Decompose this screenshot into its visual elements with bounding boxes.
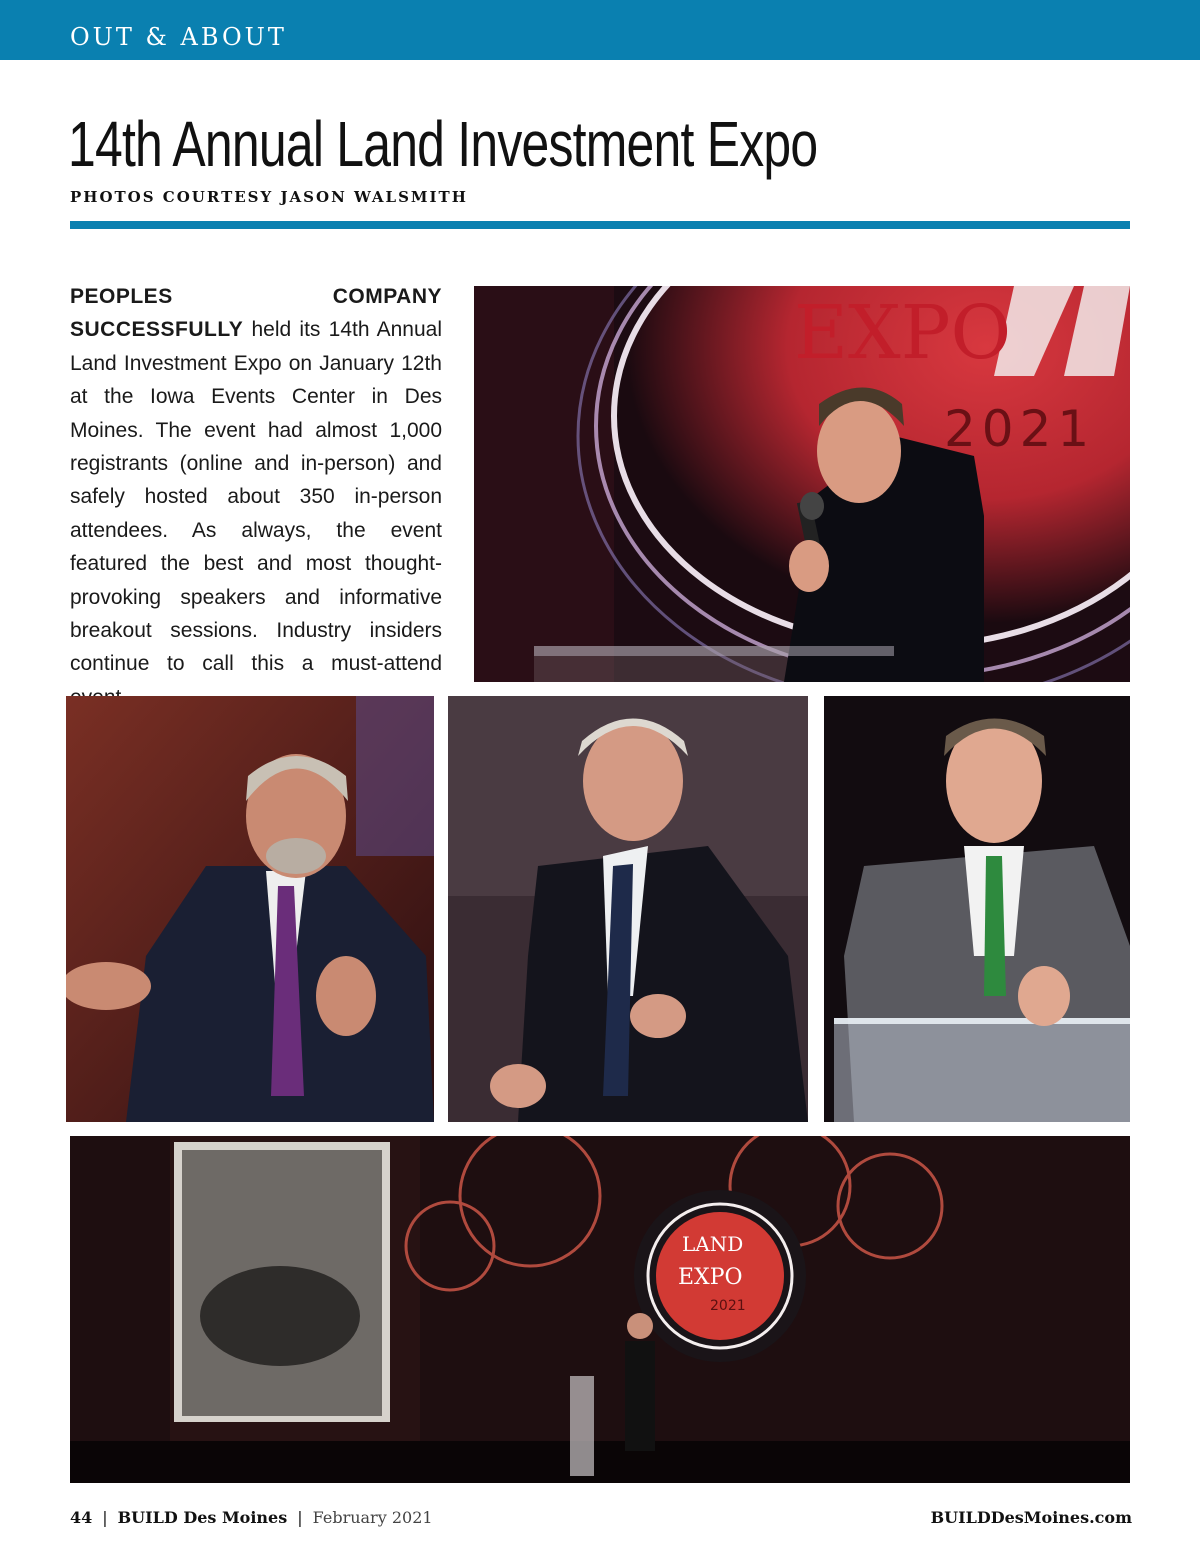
issue-date: February 2021 (312, 1508, 433, 1527)
article-body (70, 280, 442, 714)
article-title: 14th Annual Land Investment Expo (68, 108, 818, 180)
footer-separator: | (297, 1508, 303, 1527)
page-number: 44 (70, 1508, 93, 1527)
section-label: OUT & ABOUT (70, 23, 287, 51)
photo-podium-speaker (824, 696, 1130, 1122)
footer-left (70, 1508, 433, 1527)
photo-stage-wide (70, 1136, 1130, 1483)
article-body-text: held its 14th Annual Land Investment Expo on January 12th at the Iowa Events Center in Des Moines. The event had almost 1,000 registrants (online and in-person) and safely hosted about 350 in-person attendees. As always, the event featured the best and most thought-provoking speakers and informative breakout sessions. Industry insiders continue to call this a must-attend (70, 318, 442, 676)
publication-name: BUILD Des Moines (117, 1508, 288, 1527)
photo-credit: PHOTOS COURTESY JASON WALSMITH (70, 188, 468, 206)
stage-sign-expo: EXPO (678, 1265, 743, 1290)
website-url: BUILDDesMoines.com (930, 1508, 1132, 1527)
page-footer (70, 1508, 1132, 1532)
sign-year-text: 2021 (944, 400, 1096, 458)
stage-sign-year: 2021 (710, 1298, 746, 1314)
title-divider (70, 221, 1130, 229)
stage-sign-land: LAND (682, 1232, 744, 1256)
footer-separator: | (102, 1508, 108, 1527)
photo-speaker-expo-sign (474, 286, 1130, 682)
article-lead-in: PEOPLES COMPANY SUCCESSFULLY (70, 285, 442, 342)
section-header-bar (0, 0, 1200, 60)
photo-seated-speaker (66, 696, 434, 1122)
sign-expo-text: EXPO (794, 290, 1012, 376)
photo-standing-speaker (448, 696, 808, 1122)
